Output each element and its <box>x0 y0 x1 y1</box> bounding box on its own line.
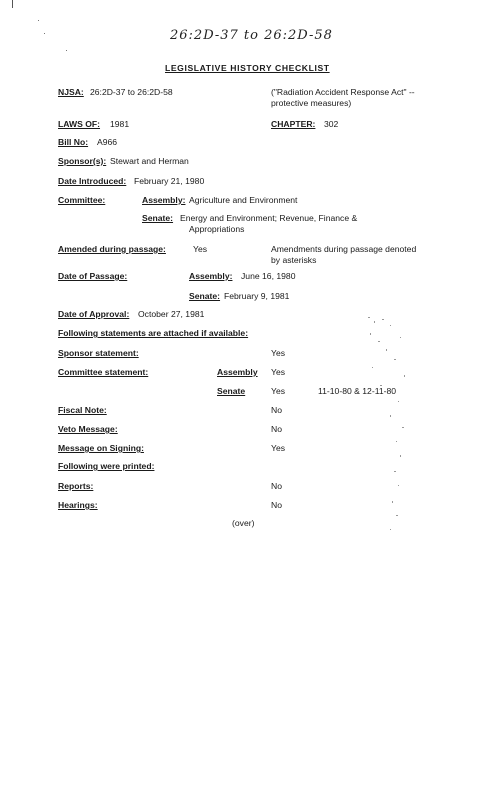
committee-statement-senate-label: Senate <box>217 386 246 396</box>
date-of-approval-label: Date of Approval: <box>58 309 130 319</box>
handwritten-heading: 26:2D-37 to 26:2D-58 <box>170 28 333 43</box>
date-of-passage-label: Date of Passage: <box>58 271 128 281</box>
reports-value: No <box>271 481 282 491</box>
passage-senate-label: Senate: <box>189 291 221 301</box>
amended-note-line2: by asterisks <box>271 255 317 265</box>
njsa-note-line1: ("Radiation Accident Response Act" -- <box>271 87 415 97</box>
laws-of-value: 1981 <box>110 119 130 129</box>
message-on-signing-label: Message on Signing: <box>58 443 144 453</box>
date-of-approval-value: October 27, 1981 <box>138 309 205 319</box>
hearings-value: No <box>271 500 282 510</box>
date-introduced-value: February 21, 1980 <box>134 176 205 186</box>
amended-note-line1: Amendments during passage denoted <box>271 244 417 254</box>
scan-speck <box>44 33 45 34</box>
njsa-value: 26:2D-37 to 26:2D-58 <box>90 87 173 97</box>
veto-message-label: Veto Message: <box>58 424 118 434</box>
statements-header: Following statements are attached if available: <box>58 328 249 338</box>
committee-statement-senate-value: Yes <box>271 386 286 396</box>
scan-noise <box>360 315 420 545</box>
hearings-label: Hearings: <box>58 500 98 510</box>
veto-message-value: No <box>271 424 282 434</box>
sponsor-statement-label: Sponsor statement: <box>58 348 139 358</box>
chapter-label: CHAPTER: <box>271 119 316 129</box>
bill-no-label: Bill No: <box>58 137 89 147</box>
committee-senate-value-line2: Appropriations <box>189 224 245 234</box>
amended-value: Yes <box>193 244 208 254</box>
laws-of-label: LAWS OF: <box>58 119 101 129</box>
printed-header: Following were printed: <box>58 461 155 471</box>
fiscal-note-label: Fiscal Note: <box>58 405 107 415</box>
committee-statement-senate-dates: 11-10-80 & 12-11-80 <box>318 386 397 396</box>
fiscal-note-value: No <box>271 405 282 415</box>
amended-label: Amended during passage: <box>58 244 166 254</box>
njsa-note-line2: protective measures) <box>271 98 352 108</box>
sponsors-label: Sponsor(s): <box>58 156 107 166</box>
committee-statement-assembly-label: Assembly <box>217 367 258 377</box>
passage-assembly-label: Assembly: <box>189 271 233 281</box>
njsa-label: NJSA: <box>58 87 84 97</box>
scan-speck <box>38 20 39 21</box>
scan-speck <box>66 50 67 51</box>
committee-assembly-label: Assembly: <box>142 195 186 205</box>
bill-no-value: A966 <box>97 137 118 147</box>
message-on-signing-value: Yes <box>271 443 286 453</box>
over-note: (over) <box>232 518 255 528</box>
committee-statement-label: Committee statement: <box>58 367 149 377</box>
committee-label: Committee: <box>58 195 106 205</box>
scan-mark <box>12 0 13 8</box>
chapter-value: 302 <box>324 119 339 129</box>
sponsors-value: Stewart and Herman <box>110 156 189 166</box>
sponsor-statement-value: Yes <box>271 348 286 358</box>
reports-label: Reports: <box>58 481 94 491</box>
date-introduced-label: Date Introduced: <box>58 176 127 186</box>
passage-senate-value: February 9, 1981 <box>224 291 290 301</box>
page-title: LEGISLATIVE HISTORY CHECKLIST <box>165 63 330 73</box>
committee-senate-label: Senate: <box>142 213 174 223</box>
committee-statement-assembly-value: Yes <box>271 367 286 377</box>
committee-assembly-value: Agriculture and Environment <box>189 195 298 205</box>
committee-senate-value-line1: Energy and Environment; Revenue, Finance & <box>180 213 358 223</box>
passage-assembly-value: June 16, 1980 <box>241 271 296 281</box>
